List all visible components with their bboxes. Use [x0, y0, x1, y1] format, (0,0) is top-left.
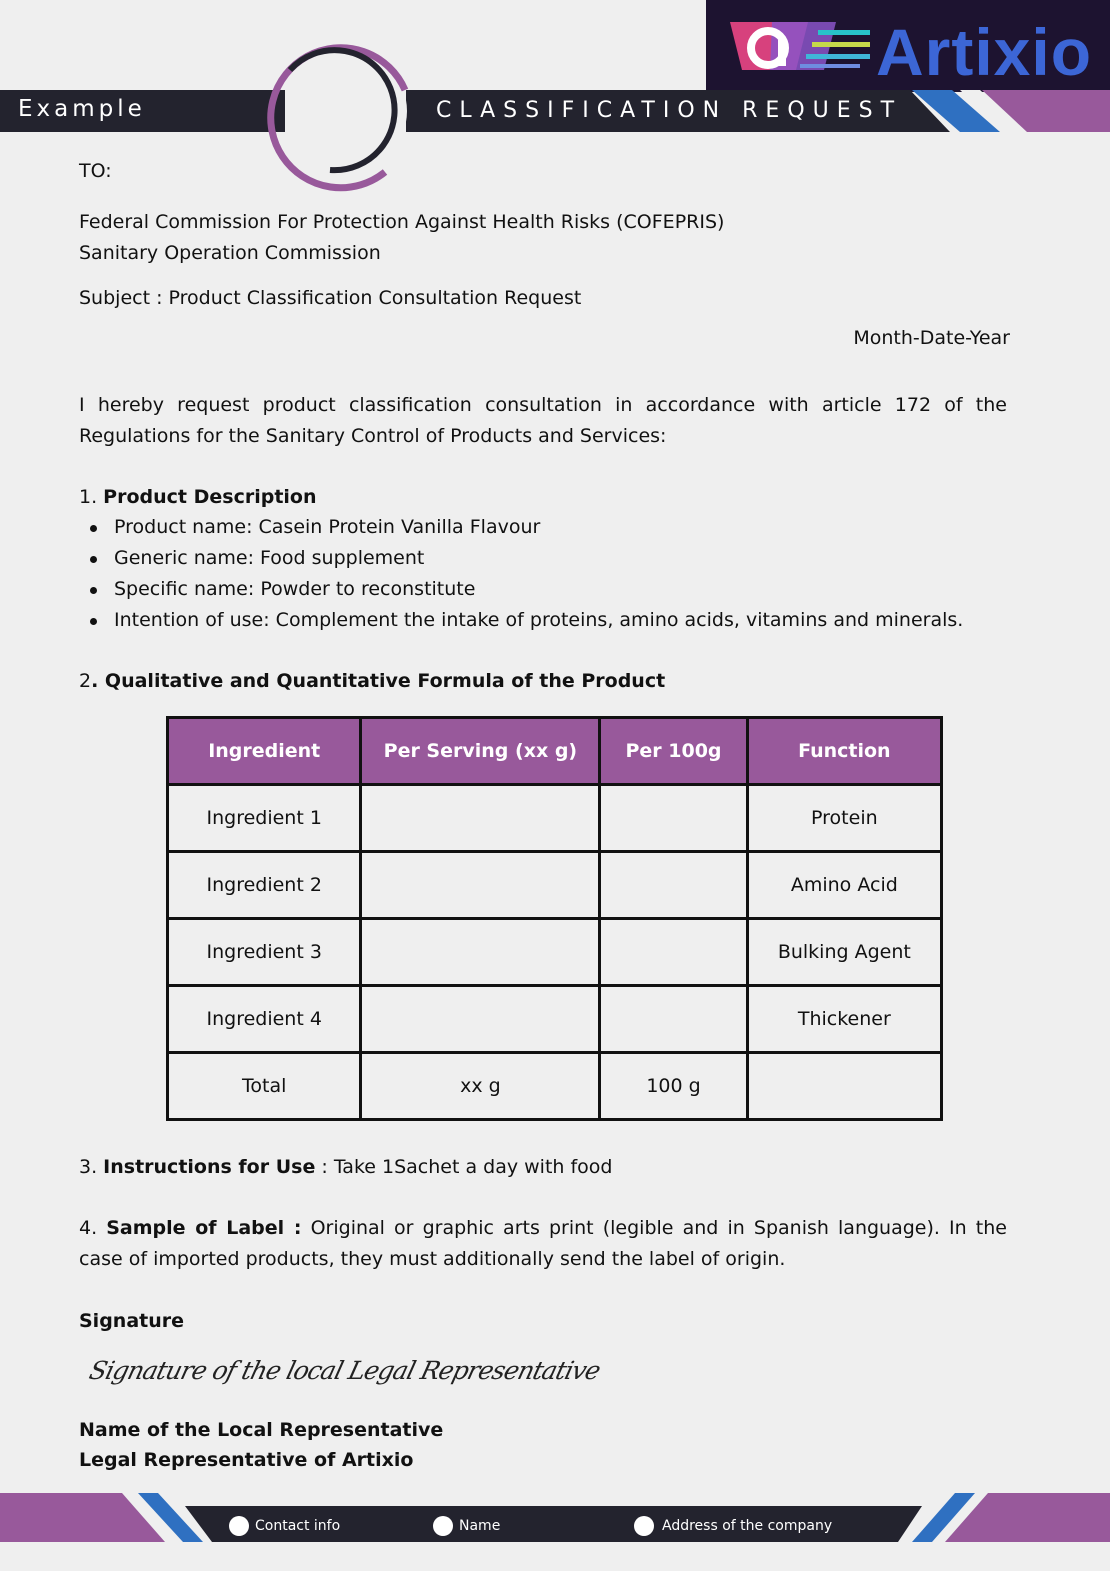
table-cell: Amino Acid [747, 852, 941, 919]
table-cell [600, 986, 747, 1053]
table-cell [361, 852, 600, 919]
column-header-per-serving: Per Serving (xx g) [361, 718, 600, 785]
table-cell [361, 919, 600, 986]
representative-role: Legal Representative of Artixio [79, 1449, 414, 1471]
to-label: TO: [79, 160, 112, 182]
representative-name: Name of the Local Representative [79, 1419, 444, 1441]
letter-date: Month-Date-Year [853, 327, 1010, 349]
intro-paragraph: I hereby request product classification consultation in accordance with article 172 of the Regulations for the Sanitary Control of Products and Services: [79, 394, 1007, 447]
footer-stripe-purple-right [945, 1493, 1110, 1542]
recipient-line-2: Sanitary Operation Commission [79, 242, 381, 264]
section-4-text: Original or graphic arts print (legible and in Spanish language). In the case of imported products, they must additionally send the label of origin. [79, 1217, 1007, 1270]
list-item: Product name: Casein Protein Vanilla Flavour [79, 512, 963, 543]
footer-graphic [0, 1490, 1110, 1571]
footer-name-text: Name [459, 1518, 501, 1534]
footer-name [433, 1516, 500, 1536]
table-cell [361, 785, 600, 852]
subject-line: Subject : Product Classification Consultation Request [79, 287, 582, 309]
table-header-row [168, 718, 942, 785]
table-cell: 100 g [600, 1053, 747, 1120]
user-icon [433, 1516, 453, 1536]
column-header-function: Function [747, 718, 941, 785]
section-4-title: Sample of Label : [106, 1217, 302, 1239]
table-cell: Thickener [747, 986, 941, 1053]
list-item: Intention of use: Complement the intake of proteins, amino acids, vitamins and minerals. [79, 605, 963, 636]
section-4-paragraph [79, 1213, 1007, 1275]
table-row [168, 919, 942, 986]
section-4-number: 4. [79, 1217, 107, 1239]
table-row [168, 785, 942, 852]
table-cell: Ingredient 1 [168, 785, 361, 852]
section-1-heading [79, 482, 317, 513]
list-item: Specific name: Powder to reconstitute [79, 574, 963, 605]
recipient-line-1: Federal Commission For Protection Against Health Risks (COFEPRIS) [79, 211, 725, 233]
table-cell: Total [168, 1053, 361, 1120]
section-1-number: 1. [79, 486, 104, 508]
table-cell: Ingredient 3 [168, 919, 361, 986]
section-2-heading [79, 666, 665, 697]
footer-address [634, 1516, 832, 1536]
table-cell [747, 1053, 941, 1120]
table-row [168, 852, 942, 919]
emblem-ring [271, 48, 407, 188]
table-cell: xx g [361, 1053, 600, 1120]
product-description-list [79, 512, 963, 636]
section-1-title: Product Description [103, 486, 317, 508]
table-row [168, 986, 942, 1053]
header-example-label: Example [18, 96, 146, 122]
formula-table [166, 716, 943, 1121]
brand-name: Artixio [876, 15, 1093, 89]
footer-stripe-purple-left [0, 1493, 165, 1542]
table-cell: Protein [747, 785, 941, 852]
column-header-per-100g: Per 100g [600, 718, 747, 785]
signature-heading: Signature [79, 1310, 185, 1332]
header-title: CLASSIFICATION REQUEST [436, 98, 903, 123]
home-icon [634, 1516, 654, 1536]
section-3-title: Instructions for Use [103, 1156, 316, 1178]
table-cell [600, 852, 747, 919]
section-3-number: 3. [79, 1156, 104, 1178]
footer-contact [229, 1516, 340, 1536]
section-2-title: . Qualitative and Quantitative Formula of the Product [91, 670, 666, 692]
table-cell: Bulking Agent [747, 919, 941, 986]
table-cell: Ingredient 4 [168, 986, 361, 1053]
table-cell [600, 919, 747, 986]
table-row-total [168, 1053, 942, 1120]
section-2-number: 2 [79, 670, 92, 692]
table-cell [361, 986, 600, 1053]
column-header-ingredient: Ingredient [168, 718, 361, 785]
list-item: Generic name: Food supplement [79, 543, 963, 574]
table-cell: Ingredient 2 [168, 852, 361, 919]
phone-icon [229, 1516, 249, 1536]
section-3-line [79, 1152, 612, 1183]
footer-address-text: Address of the company [662, 1518, 833, 1534]
table-cell [600, 785, 747, 852]
section-3-text: : Take 1Sachet a day with food [315, 1156, 613, 1178]
footer-contact-text: Contact info [255, 1518, 341, 1534]
handwritten-signature: Signature of the local Legal Representative [86, 1356, 603, 1385]
